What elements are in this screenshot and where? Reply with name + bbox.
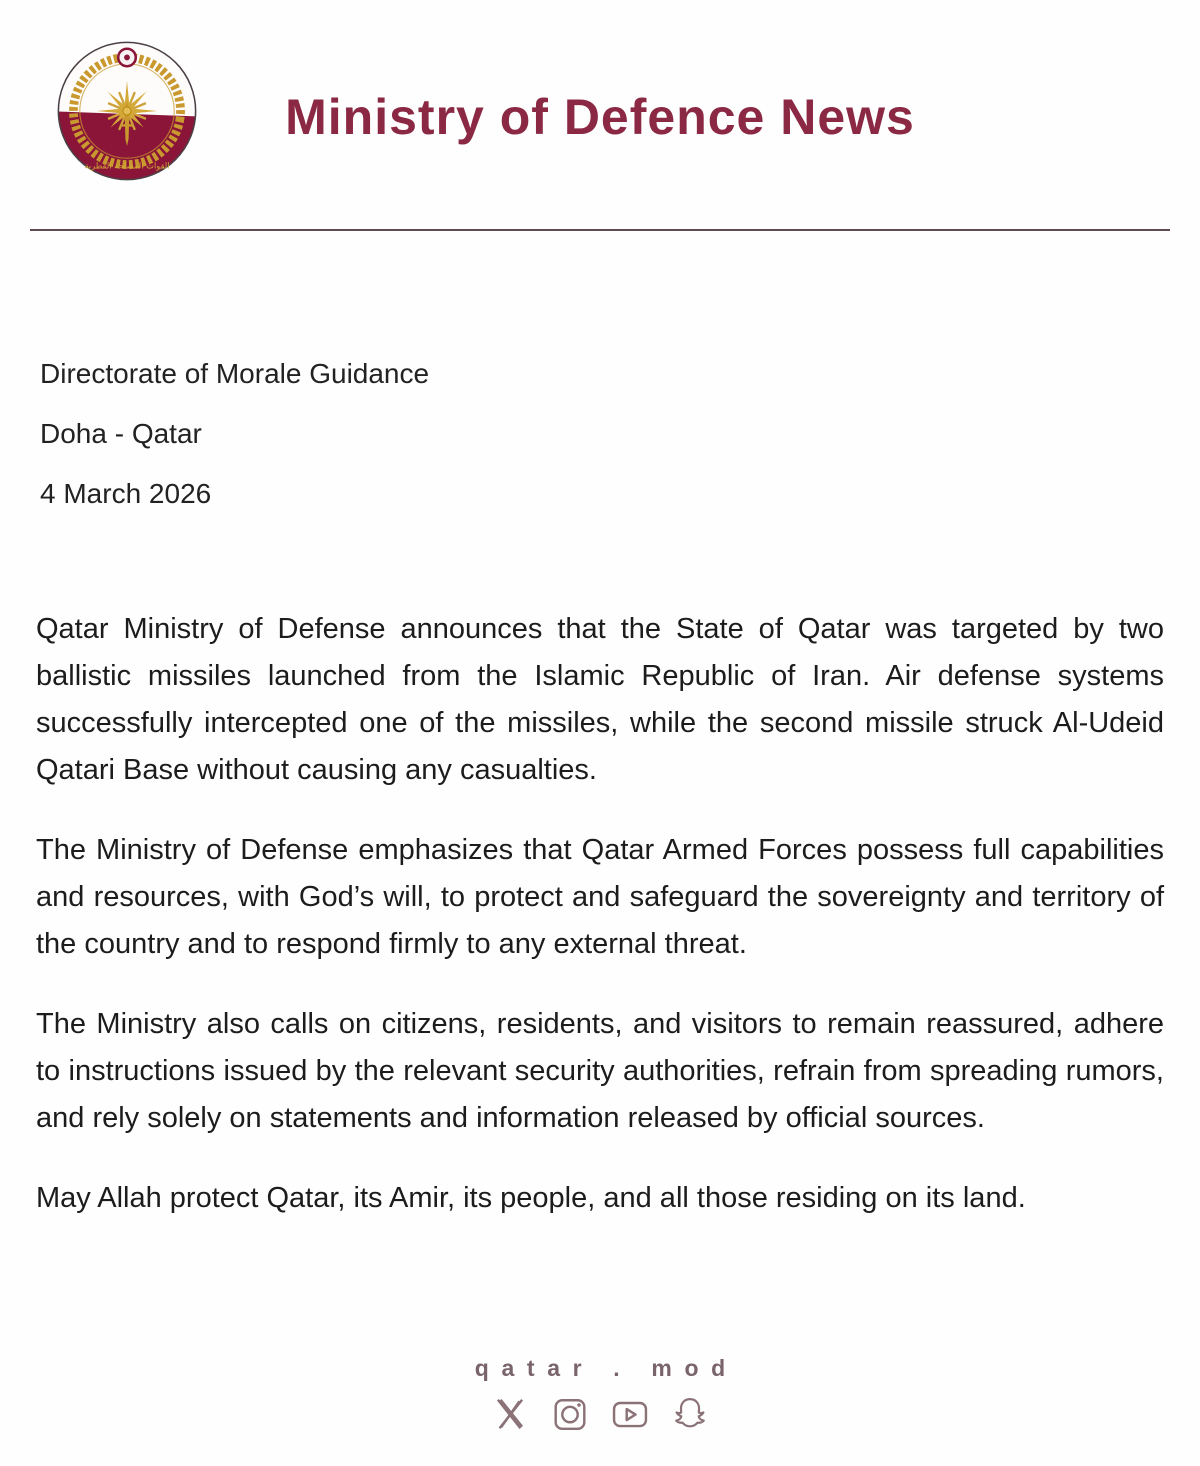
location-line: Doha - Qatar xyxy=(40,418,202,449)
statement-paragraph-2: The Ministry of Defense emphasizes that Qatar Armed Forces possess full capabilities and resources, with God’s will, to protect and safeguard the sovereignty and territory of the country and to respond firmly to any external threat. xyxy=(36,834,1164,960)
footer xyxy=(0,1355,1200,1436)
date-line: 4 March 2026 xyxy=(40,478,212,509)
directorate-line: Directorate of Morale Guidance xyxy=(40,358,430,389)
closing-line: May Allah protect Qatar, its Amir, its people, and all those residing on its land. xyxy=(36,1182,1026,1214)
instagram-icon[interactable] xyxy=(548,1392,592,1436)
page-title: Ministry of Defence News xyxy=(285,89,915,145)
statement-paragraph-3: The Ministry also calls on citizens, residents, and visitors to remain reassured, adhere to instructions issued by the relevant security authorities, refrain from spreading rumors, and rely solely on statements and information released by official sources. xyxy=(36,1008,1164,1134)
header-divider xyxy=(30,229,1170,231)
youtube-icon[interactable] xyxy=(608,1392,652,1436)
x-icon[interactable] xyxy=(488,1392,532,1436)
svg-text:القوات المسلحة القطرية: القوات المسلحة القطرية xyxy=(84,160,170,171)
header xyxy=(0,0,1200,231)
social-handle: qatar . mod xyxy=(474,1355,738,1381)
meta-block xyxy=(40,359,1164,508)
snapchat-icon[interactable] xyxy=(668,1392,712,1436)
statement-body xyxy=(36,606,1164,1222)
social-icons-row xyxy=(0,1392,1200,1436)
statement-paragraph-1: Qatar Ministry of Defense announces that the State of Qatar was targeted by two ballistic missiles launched from the Islamic Republic of Iran. Air defense systems successfully intercepted one of the missiles, while the second missile struck Al-Udeid Qatari Base without causing any casualties. xyxy=(36,613,1164,786)
